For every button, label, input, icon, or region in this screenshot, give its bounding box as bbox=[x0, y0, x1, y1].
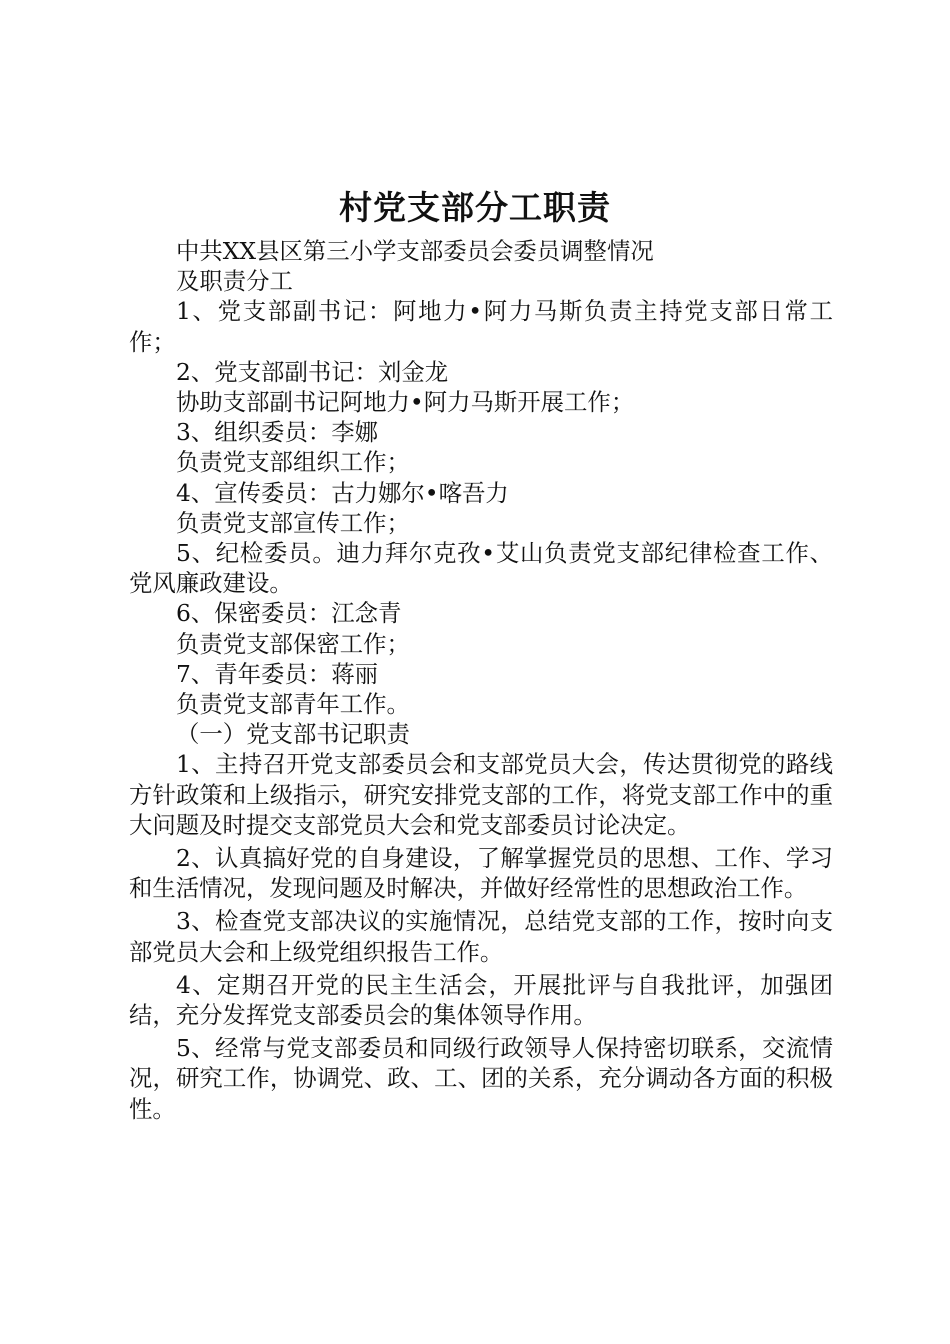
paragraph: 2、认真搞好党的自身建设，了解掌握党员的思想、工作、学习和生活情况，发现问题及时解决，并做好经常性的思想政治工作。 bbox=[129, 844, 833, 903]
document-body bbox=[129, 236, 833, 1124]
paragraph: 及职责分工 bbox=[176, 267, 293, 296]
paragraph: 2、党支部副书记：刘金龙 bbox=[176, 357, 449, 386]
paragraph: 1、主持召开党支部委员会和支部党员大会，传达贯彻党的路线方针政策和上级指示，研究安排党支部的工作，将党支部工作中的重大问题及时提交支部党员大会和党支部委员讨论决定。 bbox=[129, 750, 833, 839]
document-title: 村党支部分工职责 bbox=[339, 188, 611, 227]
paragraph: 负责党支部保密工作； bbox=[176, 629, 410, 658]
paragraph: 7、青年委员：蒋丽 bbox=[176, 659, 379, 688]
section-heading: （一）党支部书记职责 bbox=[176, 720, 410, 749]
paragraph: 6、保密委员：江念青 bbox=[176, 599, 402, 628]
paragraph: 中共XX县区第三小学支部委员会委员调整情况 bbox=[176, 237, 654, 265]
paragraph: 4、定期召开党的民主生活会，开展批评与自我批评，加强团结，充分发挥党支部委员会的集体领导作用。 bbox=[129, 970, 833, 1030]
paragraph: 3、检查党支部决议的实施情况，总结党支部的工作，按时向支部党员大会和上级党组织报告工作。 bbox=[129, 907, 833, 966]
paragraph: 5、经常与党支部委员和同级行政领导人保持密切联系，交流情况，研究工作，协调党、政、工、团的关系，充分调动各方面的积极性。 bbox=[129, 1034, 833, 1123]
paragraph: 负责党支部组织工作； bbox=[176, 448, 410, 477]
paragraph: 4、宣传委员：古力娜尔•喀吾力 bbox=[176, 478, 509, 507]
paragraph: 1、党支部副书记：阿地力•阿力马斯负责主持党支部日常工作； bbox=[129, 297, 833, 356]
paragraph: 负责党支部青年工作。 bbox=[176, 690, 410, 719]
paragraph: 负责党支部宣传工作； bbox=[176, 508, 410, 537]
paragraph: 协助支部副书记阿地力•阿力马斯开展工作； bbox=[176, 388, 635, 417]
paragraph: 5、纪检委员。迪力拜尔克孜•艾山负责党支部纪律检查工作、党风廉政建设。 bbox=[129, 539, 833, 598]
paragraph: 3、组织委员：李娜 bbox=[176, 418, 379, 447]
